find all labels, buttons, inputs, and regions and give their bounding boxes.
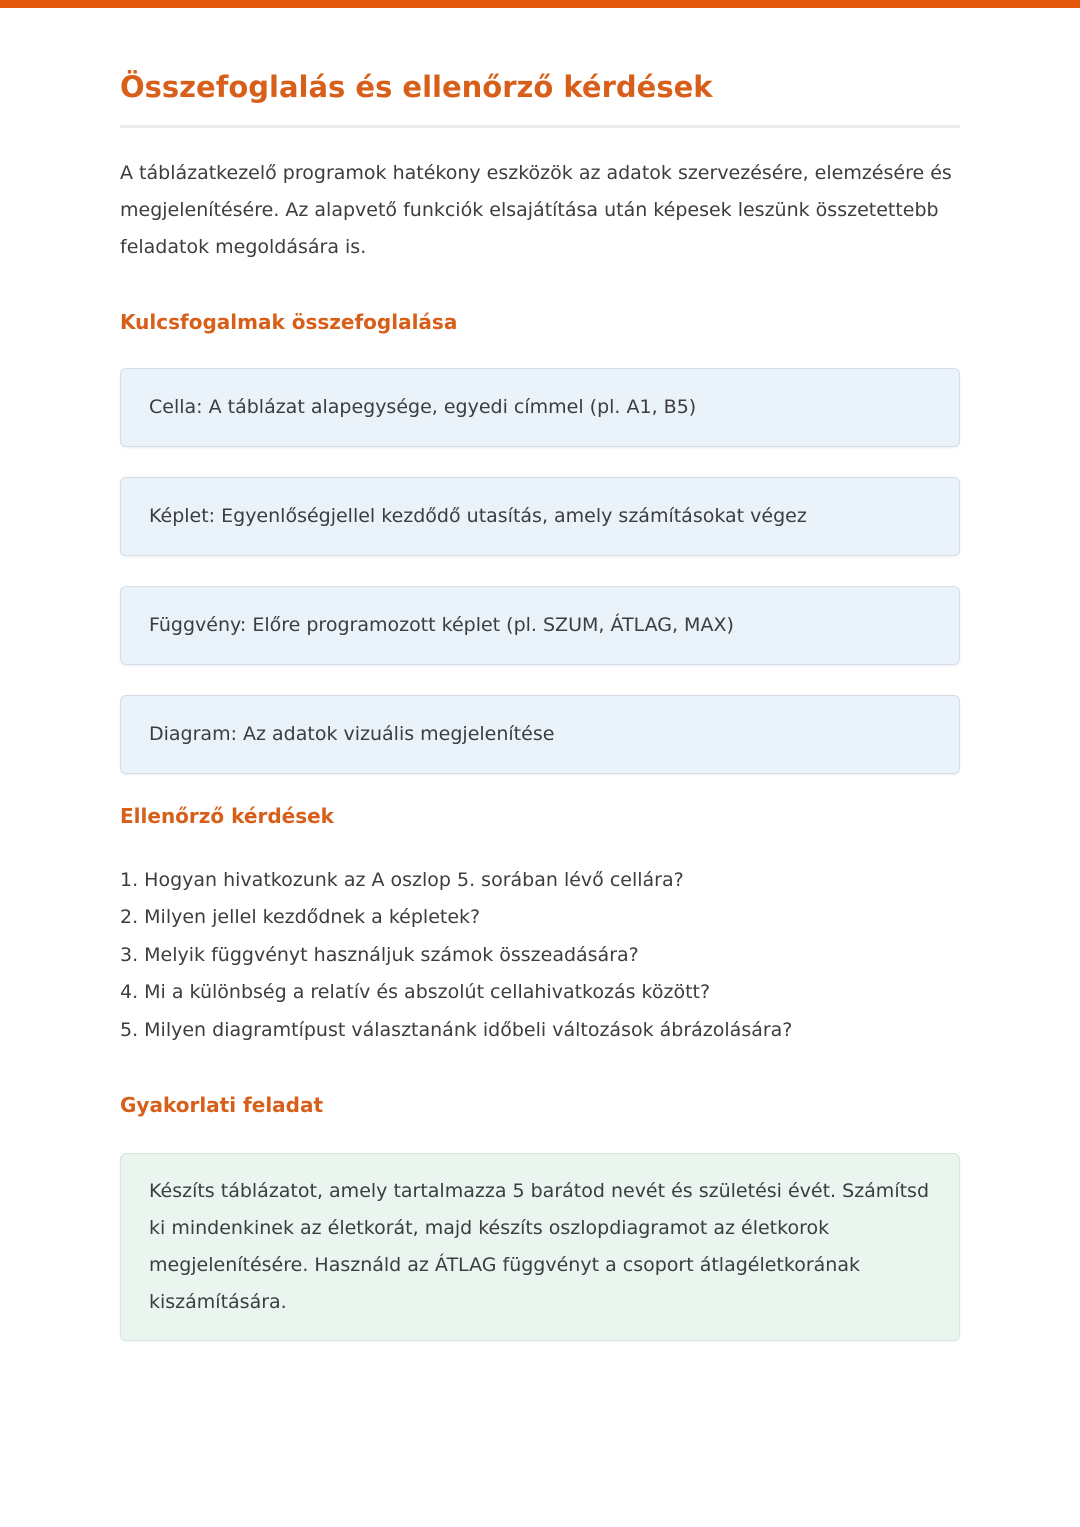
concept-card-fuggveny	[120, 586, 960, 665]
page-title: Összefoglalás és ellenőrző kérdések	[120, 70, 960, 128]
question-item-1: 1. Hogyan hivatkozunk az A oszlop 5. sorában lévő cellára?	[120, 868, 684, 891]
concept-card-text: Diagram: Az adatok vizuális megjelenítése	[149, 722, 555, 745]
section-heading-practice-task: Gyakorlati feladat	[120, 1093, 324, 1118]
question-list	[120, 862, 960, 1050]
concept-card-text: Képlet: Egyenlőségjellel kezdődő utasítás, amely számításokat végez	[149, 504, 807, 527]
practice-task-card	[120, 1153, 960, 1341]
question-item-2: 2. Milyen jellel kezdődnek a képletek?	[120, 906, 481, 929]
question-item-3: 3. Melyik függvényt használjuk számok összeadására?	[120, 943, 639, 966]
concept-card-diagram	[120, 695, 960, 774]
intro-paragraph: A táblázatkezelő programok hatékony eszközök az adatok szervezésére, elemzésére és megjelenítésére. Az alapvető funkciók elsajátítása után képesek leszünk összetettebb feladatok megoldására is.	[120, 161, 952, 258]
concept-card-text: Függvény: Előre programozott képlet (pl. SZUM, ÁTLAG, MAX)	[149, 613, 734, 636]
section-heading-key-concepts: Kulcsfogalmak összefoglalása	[120, 309, 458, 334]
question-item-5: 5. Milyen diagramtípust választanánk időbeli változások ábrázolására?	[120, 1018, 793, 1041]
concept-card-keplet	[120, 477, 960, 556]
practice-task-text: Készíts táblázatot, amely tartalmazza 5 barátod nevét és születési évét. Számítsd ki mindenkinek az életkorát, majd készíts oszlopdiagramot az életkorok megjelenítésére. Használd az ÁTLAG függvényt a csoport átlagéletkorának kiszámítására.	[149, 1180, 930, 1314]
concept-card-text: Cella: A táblázat alapegysége, egyedi címmel (pl. A1, B5)	[149, 395, 697, 418]
document-body	[120, 8, 960, 1421]
concept-card-cella	[120, 368, 960, 447]
section-heading-review-questions: Ellenőrző kérdések	[120, 803, 334, 828]
question-item-4: 4. Mi a különbség a relatív és abszolút cellahivatkozás között?	[120, 981, 711, 1004]
accent-top-bar	[0, 0, 1080, 8]
